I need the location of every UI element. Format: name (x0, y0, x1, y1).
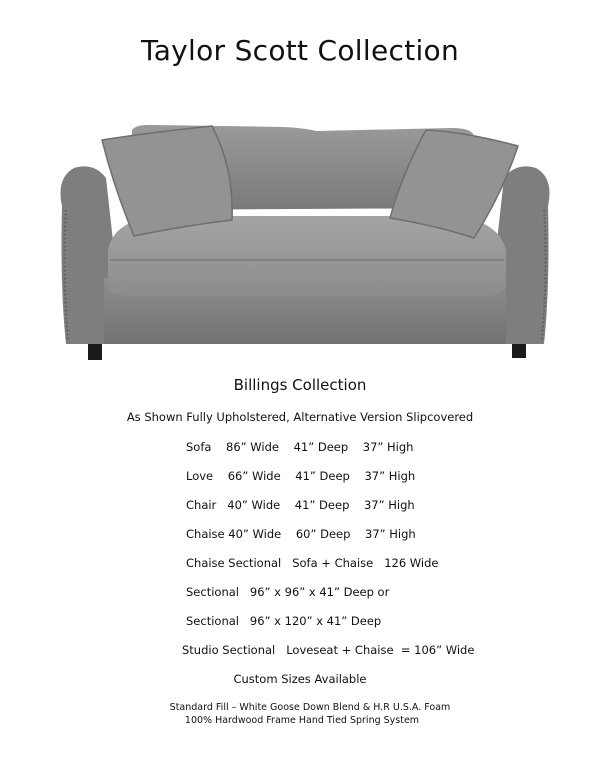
spec-chair: Chair 40” Wide 41” Deep 37” High (186, 498, 415, 512)
spec-chaise: Chaise 40” Wide 60” Deep 37” High (186, 527, 416, 541)
frame-note: 100% Hardwood Frame Hand Tied Spring System (184, 715, 420, 726)
custom-sizes-note: Custom Sizes Available (233, 672, 367, 686)
sofa-leg-left (88, 344, 102, 360)
spec-sectional-96: Sectional 96” x 96” x 41” Deep or (186, 585, 390, 599)
sofa-leg-right (512, 344, 526, 358)
fill-note: Standard Fill – White Goose Down Blend & H.R U.S.A. Foam (169, 702, 451, 713)
spec-love: Love 66” Wide 41” Deep 37” High (186, 469, 416, 483)
page-title: Taylor Scott Collection (140, 34, 460, 67)
left-throw-pillow (102, 126, 232, 236)
sofa-photo (54, 118, 556, 363)
collection-name: Billings Collection (233, 376, 367, 394)
spec-sectional-120: Sectional 96” x 120” x 41” Deep (186, 614, 382, 628)
spec-chaise-sectional: Chaise Sectional Sofa + Chaise 126 Wide (186, 556, 439, 570)
spec-studio-sectional: Studio Sectional Loveseat + Chaise = 106” Wide (182, 643, 475, 657)
shown-note: As Shown Fully Upholstered, Alternative Version Slipcovered (126, 410, 474, 424)
spec-sofa: Sofa 86” Wide 41” Deep 37” High (186, 440, 414, 454)
